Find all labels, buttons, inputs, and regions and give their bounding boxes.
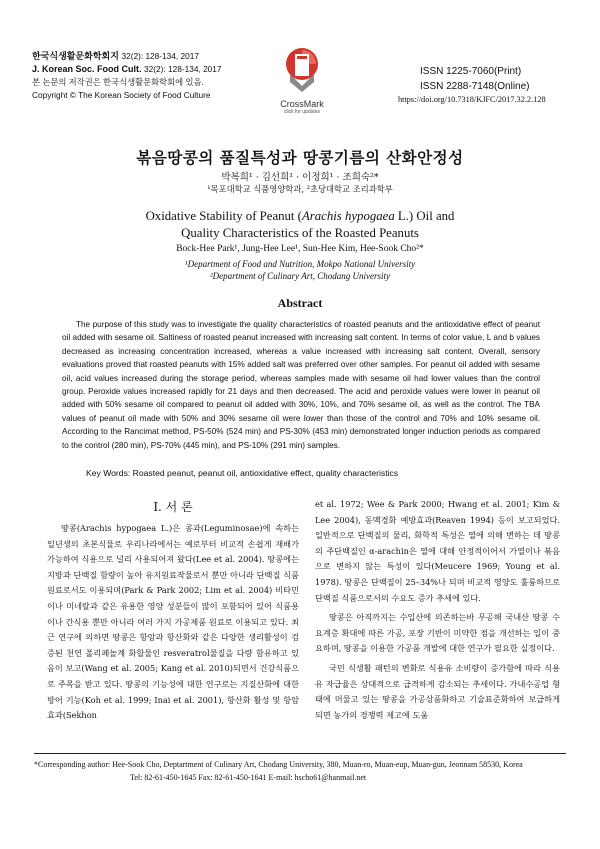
copyright-en: Copyright © The Korean Society of Food Culture [32,90,211,100]
abstract-text: The purpose of this study was to investigate the quality characteristics of roasted peanuts and the antioxidative effect of peanut oil added with sesame oil. Saltiness of roasted peanut increased with increasing salt content. In terms of color value, L and b values decreased as increasing concentration increased, whereas a value increased with increasing salt content. Overall, sensory evaluations proved that roasted peanuts with 15% added salt was preferred over other samples. For peanut oil added with sesame oil, acid values increased during the storage period, whereas samples made with sesame oil had lower values than the control group. Peroxide values increased rapidly for 21 days and then decreased. The acid and peroxide values were lower in peanut oil added with 50% sesame oil compared to peanut oil added with 30%, 10%, and 70% sesame oil, as well as the control. The TBA values of peanut oil made with 50% and 30% sesame oil were lower than those of the control and 70% and 10% sesame oil. According to the Rancimat method, PS-50% (524 min) and PS-30% (453 min) demonstrated longer induction periods as compared to the control (280 min), PS-70% (445 min), and PS-10% (291 min) samples. [62,320,540,450]
issn-online: ISSN 2288-7148(Online) [420,81,530,92]
title-ko: 볶음땅콩의 품질특성과 땅콩기름의 산화안정성 [136,148,464,167]
intro-paragraph: 국민 식생활 패턴의 변화로 식용유 소비량이 증가함에 따라 식용유 자급율은 상대적으로 급격하게 감소되는 추세이다. 가내수공업 형태에 머물고 있는 땅콩을 가공상품화하고 기술표준화하여 보급하게 되면 농가의 경쟁력 제고에 도움 [315,662,560,720]
issn-print: ISSN 1225-7060(Print) [420,66,522,77]
footnote [34,758,574,784]
keywords: Key Words: Roasted peanut, peanut oil, antioxidative effect, quality characteristics [86,468,399,478]
corresponding-author: *Corresponding author: Hee-Sook Cho, Deptartment of Culinary Art, Chodang University, 380, Muan-ro, Muan-eup, Muan-gun, Jeonnam 58530, Korea [34,760,523,769]
abstract-heading: Abstract [277,296,323,310]
intro-right-column [315,497,560,723]
intro-paragraph: et al. 1972; Wee & Park 2000; Hwang et al. 2001; Kim & Lee 2004), 동맥경화 예방효과(Reaven 1994) 등이 보고되었다. 일반적으로 단백질의 물리, 화학적 특성은 열에 의해 변하는 데 땅콩의 주단백질인 α-arachin은 열에 대해 안정적이어서 가열이나 볶음으로 변하지 않는 특성이 있다(Meucere 1969; Young et al. 1978). 땅콩은 단백질이 25–34%나 되며 비교적 영양도 훌륭하므로 단백질 식품으로서의 수요도 증가 추세에 있다. [315,499,560,603]
journal-info [32,50,222,102]
crossmark-sub: click for updates [283,109,321,115]
footer-divider [34,753,566,754]
crossmark-icon [284,46,320,94]
doi-link[interactable]: https://doi.org/10.7318/KJFC/2017.32.2.128 [398,95,546,104]
journal-line-en: J. Korean Soc. Food Cult. 32(2): 128-134, 2017 [32,64,222,74]
crossmark-badge[interactable] [266,46,338,115]
affiliation-ko: ¹목포대학교 식품영양학과, ²초당대학교 조리과학부 [207,184,393,194]
title-en: Oxidative Stability of Peanut (Arachis hypogaea L.) Oil and Quality Characteristics of the Roasted Peanuts [145,209,455,240]
crossmark-label: CrossMark [280,99,324,109]
contact-info: Tel: 82-61-450-1645 Fax: 82-61-450-1641 E-mail: hscho61@hanmail.net [130,773,367,782]
intro-paragraph: 땅콩은 아직까지는 수입산에 의존하는바 무공해 국내산 땅콩 수요계층 확대에 따른 가공, 포장 기반이 미약한 점을 개선하는 일이 중요하며, 땅콩을 이용한 가공품 개발에 대한 연구가 필요한 실정이다. [315,612,560,654]
intro-left-column [47,521,299,724]
authors-en: Bock-Hee Park¹, Jung-Hee Lee¹, Sun-Hee Kim, Hee-Sook Cho²* [176,244,424,254]
intro-paragraph: 땅콩(Arachis hypogaea L.)은 콩과(Leguminosae)에 속하는 일년생의 초본식물로 우리나라에서는 예로부터 비교적 손쉽게 재배가 가능하여 식용으로 널리 사용되어져 왔다(Lee et al. 2004). 땅콩에는 지방과 단백질 함량이 높아 유지원료작물로서 뿐만 아니라 단백질 식품원료로서도 이용되며(Park & Park 2002; Lim et al. 2004) 비타민이나 미네랄과 같은 유용한 영양 성분들이 많이 포함되어 있어 식품용이나 간식용 뿐만 아니라 여러 가지 가공제품 원료로 이용되고 있다. 최근 연구에 의하면 땅콩은 항암과 항산화와 같은 다양한 생리활성이 검증된 천연 폴리페놀계 화합물인 resveratrol물질을 다량 함유하고 있음이 보고(Wang et al. 2005; Kang et al. 2010)되면서 건강식품으로 주목을 받고 있다. 땅콩의 기능성에 대한 연구로는 지질산화에 대한 방어 기능(Koh et al. 1999; Inai et al. 2001), 항산화 활성 및 항암효과(Sekhon [47,523,299,721]
journal-line-ko: 한국식생활문화학회지 32(2): 128-134, 2017 [32,51,199,61]
affiliation-en: ¹Department of Food and Nutrition, Mokpo National University ²Department of Culinary Art, Chodang University [184,259,416,281]
issn-block [420,64,530,94]
authors-ko: 박복희¹ · 김선희¹ · 이정희¹ · 조희숙²* [221,172,379,183]
copyright-ko: 본 논문의 저작권은 한국식생활문화학회에 있음. [32,77,204,87]
section-heading-intro: I. 서 론 [153,500,193,514]
